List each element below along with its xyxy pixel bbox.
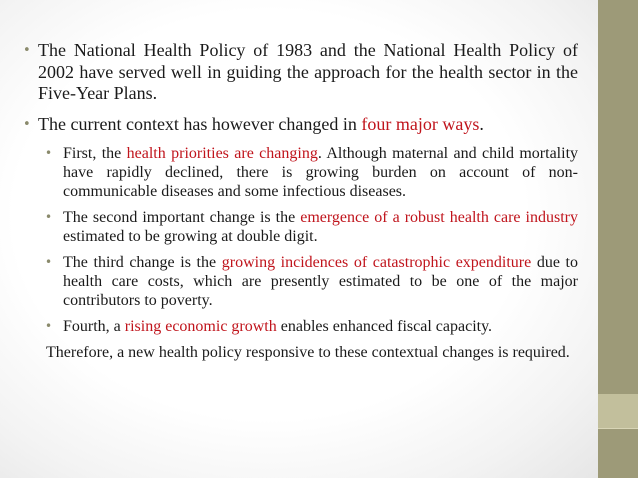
bullet-text-after: . Although maternal and child mortality have rapidly declined, there is growing burden on account of non-communicable diseases and some infectious diseases.	[63, 145, 579, 200]
bullet-dot-icon: •	[45, 210, 53, 224]
bullet-text-before: The third change is the	[63, 254, 222, 271]
bullet-dot-icon: •	[23, 43, 31, 58]
bullet-text-before: Fourth, a	[63, 318, 125, 335]
subbullet-catastrophic-expenditure	[45, 253, 578, 310]
bullet-text-before: First, the	[63, 145, 127, 162]
subbullet-economic-growth	[45, 317, 578, 336]
bullet-text-after: .	[479, 113, 484, 134]
bullet-text-after: due to health care costs, which are presently estimated to be one of the major contributors to poverty.	[63, 254, 579, 309]
bullet-dot-icon: •	[45, 255, 53, 269]
subbullet-health-priorities	[45, 144, 578, 201]
highlight-catastrophic-expenditure: growing incidences of catastrophic expenditure	[221, 254, 532, 271]
sidebar-divider	[598, 428, 638, 429]
bullet-dot-icon: •	[23, 116, 31, 132]
bullet-dot-icon: •	[45, 146, 53, 160]
bullet-current-context	[23, 114, 578, 136]
bullet-text-after: estimated to be growing at double digit.	[63, 228, 318, 245]
bullet-policy-history	[23, 40, 578, 105]
bullet-text-after: enables enhanced fiscal capacity.	[276, 318, 493, 335]
conclusion-text: Therefore, a new health policy responsive to these contextual changes is required.	[46, 344, 570, 361]
highlight-health-care-industry: emergence of a robust health care industry	[300, 209, 578, 226]
highlight-four-major-ways: four major ways	[361, 113, 480, 134]
bullet-text-before: The current context has however changed in	[38, 113, 362, 134]
slide-content	[23, 40, 578, 362]
highlight-economic-growth: rising economic growth	[124, 318, 277, 335]
sidebar-accent-block	[598, 394, 638, 428]
bullet-text: The National Health Policy of 1983 and the National Health Policy of 2002 have served well in guiding the approach for the health sector in the Five-Year Plans.	[38, 40, 578, 103]
bullet-text-before: The second important change is the	[63, 209, 301, 226]
subbullet-health-care-industry	[45, 208, 578, 246]
highlight-health-priorities: health priorities are changing	[126, 145, 318, 162]
bullet-dot-icon: •	[45, 319, 53, 333]
